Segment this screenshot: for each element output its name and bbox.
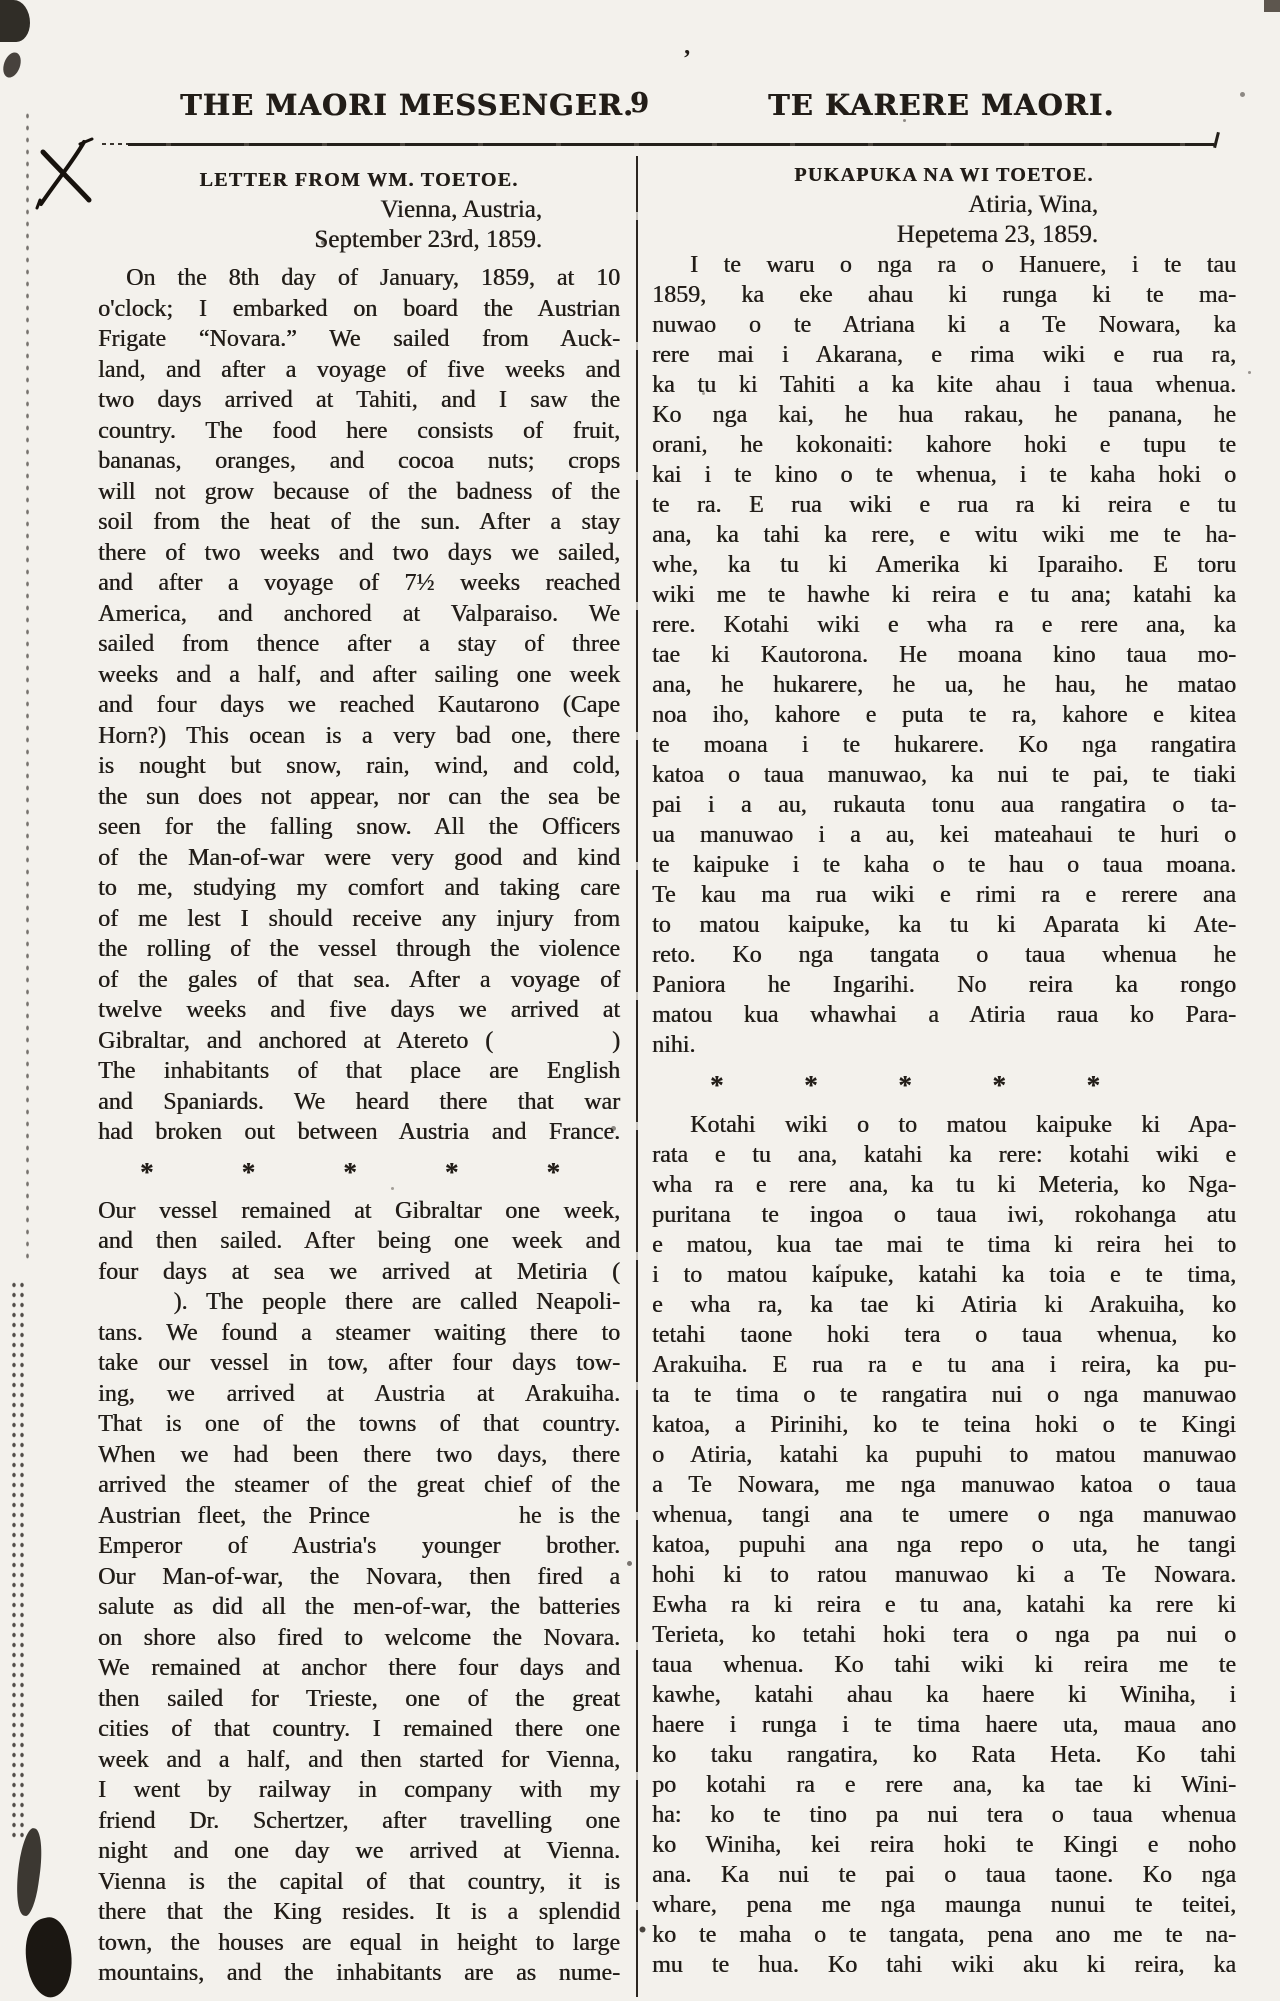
maori-text-line: te kaipuke i te kaha o te hau o taua moana. [652,852,1236,878]
maori-text-line: haere i runga i te tima haere uta, maua ano [652,1712,1236,1738]
maori-text-line: Kotahi wiki o to matou kaipuke ki Apa- [690,1112,1236,1138]
maori-text-line: nihi. [652,1032,696,1058]
newspaper-title-english: THE MAORI MESSENGER. [180,88,634,122]
maori-text-line: I te waru o nga ra o Hanuere, i te tau [690,252,1236,278]
english-text-line: That is one of the towns of that country. [98,1411,620,1437]
maori-text-line: katoa, pupuhi ana nga repo o uta, he tangi [652,1532,1236,1558]
maori-text-line: puritana te ingoa o taua iwi, rokohanga atu [652,1202,1236,1228]
star-glyph: * [804,1070,818,1100]
english-text-line: country. The food here consists of fruit, [98,417,620,444]
maori-text-line: a Te Nowara, me nga manuwao katoa o taua [652,1472,1236,1498]
english-text-line: night and one day we arrived at Vienna. [98,1838,620,1864]
scan-smudge-top-right [1264,0,1280,12]
maori-text-line: Paniora he Ingarihi. No reira ka rongo [652,972,1236,998]
maori-text-line: e matou, kua tae mai te tima ki reira hei to [652,1232,1236,1258]
maori-text-line: pai i a au, rukauta tonu aua rangatira o ta- [652,792,1236,818]
scan-ink-specks [0,0,3,3]
column-maori [652,160,1236,1980]
section-separator-stars [98,1148,620,1196]
english-text-line: ). The people there are called Neapoli- [98,1289,620,1315]
maori-text-line: te ra. E rua wiki e rua ra ki reira e tu [652,492,1236,518]
english-dateline: September 23rd, 1859. [314,226,542,253]
maori-text-line: i to matou kaipuke, katahi ka toia e te tima, [652,1262,1236,1288]
english-text-line: tans. We found a steamer waiting there to [98,1319,620,1346]
english-text-line: four days at sea we arrived at Metiria ( [98,1258,620,1285]
english-text-line: ing, we arrived at Austria at Arakuiha. [98,1380,620,1407]
star-glyph: * [546,1156,560,1187]
english-text-line: there that the King resides. It is a splendid [98,1899,620,1925]
star-glyph: * [1086,1070,1100,1100]
english-text-line: of the Man-of-war were very good and kind [98,844,620,871]
english-text-line: We remained at anchor there four days and [98,1655,620,1681]
english-text-line: salute as did all the men-of-war, the batteries [98,1594,620,1620]
maori-text-line: mu te hua. Ko tahi wiki aku ki reira, ka [652,1952,1236,1978]
english-text-line: land, and after a voyage of five weeks and [98,356,620,383]
english-text-line: town, the houses are equal in height to large [98,1929,620,1956]
english-text-line: Frigate “Novara.” We sailed from Auck- [98,326,620,352]
english-text-line: there of two weeks and two days we sailed, [98,539,620,566]
maori-text-line: ko te maha o te tangata, pena ano me te na- [652,1922,1236,1948]
english-text-line: twelve weeks and five days we arrived at [98,997,620,1023]
maori-text-line: whe, ka tu ki Amerika ki Iparaiho. E toru [652,552,1236,578]
maori-text-line: Arakuiha. E rua ra e tu ana i reira, ka pu- [652,1352,1236,1378]
english-dateline: Vienna, Austria, [380,196,542,223]
english-text-line: Our Man-of-war, the Novara, then fired a [98,1563,620,1590]
star-glyph: * [241,1156,256,1187]
maori-text-line: te moana i te hukarere. Ko nga rangatira [652,732,1236,758]
english-text-line: When we had been there two days, there [98,1441,620,1468]
english-text-line: the rolling of the vessel through the violence [98,936,620,962]
star-glyph: * [710,1070,724,1100]
english-text-line: cities of that country. I remained there one [98,1716,620,1742]
english-text-line: Gibraltar, and anchored at Atereto ( ) [98,1027,620,1054]
maori-text-line: Ko nga kai, he hua rakau, he panana, he [652,402,1236,428]
maori-text-line: po kotahi ra e rere ana, ka tae ki Wini- [652,1772,1236,1798]
scan-left-edge-specks [24,110,33,1260]
maori-text-line: nuwao o te Atriana ki a Te Nowara, ka [652,312,1236,338]
maori-text-line: ana, ka tahi ka rere, e witu wiki me te ha- [652,522,1236,548]
scan-blot-bottom-left [12,1827,46,1917]
maori-text-line: wha ra e rere ana, ka tu ki Meteria, ko Nga- [652,1172,1236,1198]
english-section-heading: LETTER FROM WM. TOETOE. [199,169,519,191]
scan-blot-bottom-left-2 [18,1914,79,2001]
star-glyph: * [992,1070,1006,1100]
english-text-line: bananas, oranges, and cocoa nuts; crops [98,448,620,474]
english-text-line: then sailed for Trieste, one of the great [98,1685,620,1712]
maori-text-line: ka tu ki Tahiti a ka kite ahau i taua whenua. [652,372,1236,398]
english-text-line: friend Dr. Schertzer, after travelling one [98,1807,620,1834]
english-text-line: Horn?) This ocean is a very bad one, there [98,722,620,749]
english-text-line: will not grow because of the badness of the [98,478,620,505]
english-text-line: Austrian fleet, the Prince he is the [98,1502,620,1529]
english-text-line: o'clock; I embarked on board the Austrian [98,295,620,322]
column-english [98,165,620,1989]
english-text-line: Vienna is the capital of that country, it is [98,1868,620,1895]
english-text-line: arrived the steamer of the great chief of the [98,1472,620,1498]
scan-smudge-top-left-2 [0,50,24,80]
maori-text-line: rere. Kotahi wiki e wha ra e rere ana, ka [652,612,1236,638]
english-text-line: On the 8th day of January, 1859, at 10 [126,265,620,291]
english-text-line: and after a voyage of 7½ weeks reached [98,570,620,596]
maori-text-line: noa iho, kahore e puta te ra, kahore e kitea [652,702,1236,728]
star-glyph: * [898,1070,912,1100]
english-text-line: and then sailed. After being one week and [98,1228,620,1254]
maori-text-line: katoa o taua manuwao, ka nui te pai, te tiaki [652,762,1236,788]
maori-text-line: hohi ki to ratou manuwao ki a Te Nowara. [652,1562,1236,1588]
english-text-line: sailed from thence after a stay of three [98,631,620,657]
maori-text-line: ana, he hukarere, he ua, he hau, he matao [652,672,1236,698]
maori-text-line: tetahi taone hoki tera o taua whenua, ko [652,1322,1236,1348]
maori-text-line: wiki me te hawhe ki reira e tu ana; katahi ka [652,582,1236,608]
maori-text-line: rere mai i Akarana, e rima wiki e rua ra, [652,342,1236,368]
scan-smudge-top-left [0,0,30,42]
maori-text-line: reto. Ko nga tangata o taua whenua he [652,942,1236,968]
english-text-line: soil from the heat of the sun. After a stay [98,509,620,535]
maori-text-line: Terieta, ko tetahi hoki tera o nga pa nui o [652,1622,1236,1648]
english-text-line: The inhabitants of that place are English [98,1058,620,1084]
maori-text-line: katoa, a Pirinihi, ko te teina hoki o te Kingi [652,1412,1236,1438]
english-text-line: is nought but snow, rain, wind, and cold, [98,753,620,779]
maori-text-line: kai i te kino o te whenua, i te kaha hoki o [652,462,1236,488]
star-glyph: * [444,1156,459,1187]
english-text-line: weeks and a half, and after sailing one week [98,661,620,688]
english-text-line: Emperor of Austria's younger brother. [98,1533,620,1559]
page-number: 9 [630,88,650,119]
maori-dateline: Hepetema 23, 1859. [896,221,1098,248]
english-text-line: and four days we reached Kautarono (Cape [98,692,620,718]
star-glyph: * [343,1156,357,1187]
english-text-line: and Spaniards. We heard there that war [98,1088,620,1115]
maori-text-line: rata e tu ana, katahi ka rere: kotahi wiki e [652,1142,1236,1168]
scan-left-edge-specks-lower [10,1280,26,1840]
maori-text-line: ko Winiha, kei reira hoki te Kingi e noho [652,1832,1236,1858]
maori-text-line: kawhe, katahi ahau ka haere ki Winiha, i [652,1682,1236,1708]
maori-text-line: e wha ra, ka tae ki Atiria ki Arakuiha, ko [652,1292,1236,1318]
maori-text-line: Te kau ma rua wiki e rimi ra e rerere ana [652,882,1236,908]
english-text-line: week and a half, and then started for Vienna, [98,1746,620,1773]
english-text-line: to me, studying my comfort and taking care [98,875,620,901]
maori-section-heading: PUKAPUKA NA WI TOETOE. [794,164,1094,186]
english-text-line: seen for the falling snow. All the Officers [98,814,620,840]
maori-text-line: matou kua whawhai a Atiria raua ko Para- [652,1002,1236,1028]
stray-ink-mark: ’ [683,46,691,72]
english-text-line: the sun does not appear, nor can the sea be [98,783,620,810]
maori-text-line: whenua, tangi ana te umere o nga manuwao [652,1502,1236,1528]
maori-text-line: ta te tima o te rangatira nui o nga manuwao [652,1382,1236,1408]
english-text-line: had broken out between Austria and France. [98,1119,620,1145]
maori-text-line: ana. Ka nui te pai o taua taone. Ko nga [652,1862,1236,1888]
english-text-line: Our vessel remained at Gibraltar one week, [98,1197,620,1224]
maori-text-line: orani, he kokonaiti: kahore hoki e tupu te [652,432,1236,458]
header-rule [128,143,1214,146]
maori-text-line: ko taku rangatira, ko Rata Heta. Ko tahi [652,1742,1236,1768]
star-glyph: * [140,1156,154,1187]
english-text-line: I went by railway in company with my [98,1777,620,1803]
maori-text-line: ha: ko te tino pa nui tera o taua whenua [652,1802,1236,1828]
english-text-line: of me lest I should receive any injury from [98,905,620,932]
maori-dateline: Atiria, Wina, [968,191,1098,218]
maori-text-line: ua manuwao i a au, kei mateahaui te huri o [652,822,1236,848]
english-text-line: take our vessel in tow, after four days tow- [98,1350,620,1376]
newspaper-title-maori: TE KARERE MAORI. [768,88,1115,122]
maori-text-line: whare, pena me nga maunga nunui te teitei, [652,1892,1236,1918]
maori-text-line: taua whenua. Ko tahi wiki ki reira me te [652,1652,1236,1678]
maori-text-line: tae ki Kautorona. He moana kino taua mo- [652,642,1236,668]
handwritten-x-mark [34,136,98,212]
section-separator-stars [652,1060,1236,1110]
maori-text-line: 1859, ka eke ahau ki runga ki te ma- [652,282,1236,308]
english-text-line: of the gales of that sea. After a voyage of [98,966,620,993]
column-divider-rule [636,156,638,1997]
english-text-line: America, and anchored at Valparaiso. We [98,600,620,627]
english-text-line: on shore also fired to welcome the Novara. [98,1624,620,1651]
maori-text-line: to matou kaipuke, ka tu ki Aparata ki Ate- [652,912,1236,938]
english-text-line: mountains, and the inhabitants are as nume- [98,1960,620,1986]
maori-text-line: o Atiria, katahi ka pupuhi to matou manuwao [652,1442,1236,1468]
maori-text-line: Ewha ra ki reira e tu ana, katahi ka rere ki [652,1592,1236,1618]
english-text-line: two days arrived at Tahiti, and I saw the [98,387,620,413]
